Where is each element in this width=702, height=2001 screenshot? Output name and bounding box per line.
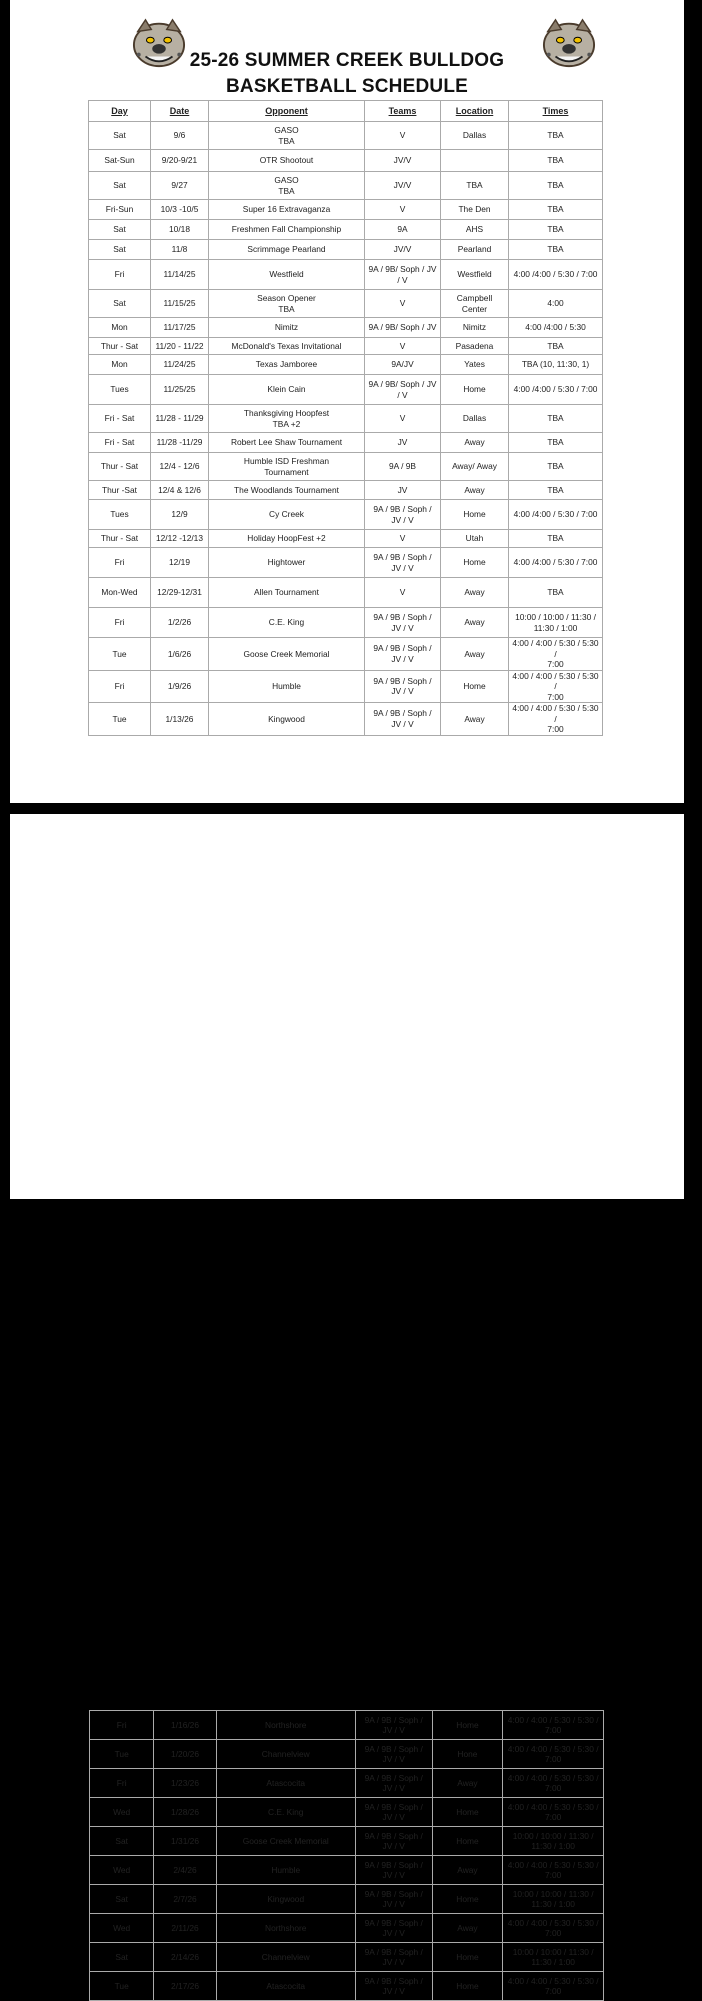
times-cell: 4:00 /4:00 / 5:30 / 7:00: [509, 375, 603, 405]
teams-cell: JV/V: [365, 240, 441, 260]
schedule-row: [89, 608, 603, 638]
teams-cell: 9A / 9B / Soph / JV / V: [355, 1798, 432, 1827]
header-location: Location: [441, 101, 509, 122]
day-cell: Wed: [90, 1856, 154, 1885]
location-cell: Yates: [441, 355, 509, 375]
date-cell: 2/11/26: [154, 1914, 216, 1943]
schedule-row: [89, 200, 603, 220]
teams-cell: V: [365, 290, 441, 318]
times-cell: 4:00 / 4:00 / 5:30 / 5:30 / 7:00: [503, 1740, 604, 1769]
opponent-cell: Freshmen Fall Championship: [209, 220, 365, 240]
day-cell: Thur - Sat: [89, 530, 151, 548]
times-cell: 4:00 /4:00 / 5:30 / 7:00: [509, 260, 603, 290]
location-cell: Home: [432, 1798, 503, 1827]
opponent-cell: Kingwood: [216, 1885, 355, 1914]
location-cell: Home: [432, 1885, 503, 1914]
teams-cell: V: [365, 530, 441, 548]
schedule-row: [89, 290, 603, 318]
location-cell: Away: [432, 1856, 503, 1885]
times-cell: 4:00 /4:00 / 5:30: [509, 318, 603, 338]
header-day: Day: [89, 101, 151, 122]
day-cell: Sat-Sun: [89, 150, 151, 172]
schedule-row: [89, 318, 603, 338]
page-subtitle: BASKETBALL SCHEDULE: [225, 76, 468, 97]
opponent-cell: Klein Cain: [209, 375, 365, 405]
opponent-cell: Atascocita: [216, 1769, 355, 1798]
schedule-row: [90, 1740, 604, 1769]
schedule-row: [90, 1856, 604, 1885]
times-cell: 4:00 / 4:00 / 5:30 / 5:30 / 7:00: [503, 1972, 604, 2001]
header-row: [89, 101, 603, 122]
location-cell: Away: [441, 638, 509, 671]
day-cell: Fri-Sun: [89, 200, 151, 220]
schedule-row: [90, 1972, 604, 2001]
opponent-cell: Humble: [209, 670, 365, 703]
header-times: Times: [509, 101, 603, 122]
day-cell: Wed: [90, 1914, 154, 1943]
location-cell: Home: [441, 548, 509, 578]
opponent-cell: Robert Lee Shaw Tournament: [209, 433, 365, 453]
opponent-cell: Northshore: [216, 1914, 355, 1943]
schedule-row: [89, 670, 603, 703]
date-cell: 12/19: [151, 548, 209, 578]
day-cell: Fri - Sat: [89, 405, 151, 433]
opponent-cell: Super 16 Extravaganza: [209, 200, 365, 220]
times-cell: 10:00 / 10:00 / 11:30 / 11:30 / 1:00: [503, 1943, 604, 1972]
date-cell: 12/4 - 12/6: [151, 453, 209, 481]
location-cell: Home: [441, 375, 509, 405]
location-cell: Nimitz: [441, 318, 509, 338]
times-cell: TBA: [509, 150, 603, 172]
times-cell: TBA: [509, 578, 603, 608]
teams-cell: JV/V: [365, 150, 441, 172]
date-cell: 2/4/26: [154, 1856, 216, 1885]
day-cell: Sat: [90, 1885, 154, 1914]
page-title: 25-26 SUMMER CREEK BULLDOG: [189, 50, 505, 71]
day-cell: Fri: [90, 1711, 154, 1740]
times-cell: 4:00 / 4:00 / 5:30 / 5:30 / 7:00: [509, 670, 603, 703]
location-cell: The Den: [441, 200, 509, 220]
date-cell: 11/24/25: [151, 355, 209, 375]
date-cell: 11/8: [151, 240, 209, 260]
opponent-cell: Humble: [216, 1856, 355, 1885]
date-cell: 1/28/26: [154, 1798, 216, 1827]
teams-cell: 9A: [365, 220, 441, 240]
teams-cell: 9A / 9B / Soph / JV / V: [355, 1827, 432, 1856]
date-cell: 9/27: [151, 172, 209, 200]
day-cell: Sat: [90, 1827, 154, 1856]
day-cell: Mon-Wed: [89, 578, 151, 608]
teams-cell: 9A / 9B / Soph / JV / V: [355, 1769, 432, 1798]
times-cell: TBA: [509, 405, 603, 433]
opponent-cell: Kingwood: [209, 703, 365, 736]
opponent-cell: Westfield: [209, 260, 365, 290]
location-cell: Away: [441, 608, 509, 638]
date-cell: 1/23/26: [154, 1769, 216, 1798]
times-cell: TBA: [509, 220, 603, 240]
schedule-page-1: [10, 0, 684, 803]
date-cell: 1/31/26: [154, 1827, 216, 1856]
location-cell: TBA: [441, 172, 509, 200]
times-cell: TBA: [509, 172, 603, 200]
schedule-row: [90, 1827, 604, 1856]
teams-cell: 9A / 9B / Soph / JV / V: [365, 608, 441, 638]
times-cell: TBA: [509, 122, 603, 150]
teams-cell: V: [365, 578, 441, 608]
schedule-row: [89, 260, 603, 290]
schedule-row: [90, 1943, 604, 1972]
day-cell: Tues: [89, 500, 151, 530]
location-cell: Away: [441, 433, 509, 453]
schedule-row: [89, 453, 603, 481]
schedule-row: [89, 122, 603, 150]
teams-cell: 9A / 9B / Soph / JV / V: [355, 1885, 432, 1914]
teams-cell: 9A / 9B / Soph / JV / V: [355, 1740, 432, 1769]
header-opponent: Opponent: [209, 101, 365, 122]
schedule-row: [89, 240, 603, 260]
opponent-cell: Cy Creek: [209, 500, 365, 530]
date-cell: 1/2/26: [151, 608, 209, 638]
opponent-cell: Texas Jamboree: [209, 355, 365, 375]
opponent-cell: Holiday HoopFest +2: [209, 530, 365, 548]
schedule-table-page-2: [89, 1710, 604, 2001]
location-cell: Home: [432, 1972, 503, 2001]
location-cell: Westfield: [441, 260, 509, 290]
day-cell: Sat: [89, 172, 151, 200]
schedule-row: [90, 1769, 604, 1798]
location-cell: Pasadena: [441, 338, 509, 355]
teams-cell: V: [365, 338, 441, 355]
teams-cell: 9A / 9B / Soph / JV / V: [355, 1914, 432, 1943]
location-cell: [441, 150, 509, 172]
day-cell: Sat: [89, 240, 151, 260]
date-cell: 11/20 - 11/22: [151, 338, 209, 355]
day-cell: Fri: [89, 608, 151, 638]
schedule-row: [89, 172, 603, 200]
date-cell: 9/6: [151, 122, 209, 150]
teams-cell: V: [365, 200, 441, 220]
date-cell: 1/9/26: [151, 670, 209, 703]
times-cell: TBA: [509, 338, 603, 355]
times-cell: 4:00 /4:00 / 5:30 / 7:00: [509, 500, 603, 530]
teams-cell: 9A / 9B / Soph / JV / V: [365, 638, 441, 671]
times-cell: 4:00 / 4:00 / 5:30 / 5:30 / 7:00: [503, 1914, 604, 1943]
day-cell: Sat: [89, 290, 151, 318]
teams-cell: 9A / 9B / Soph / JV / V: [355, 1972, 432, 2001]
schedule-row: [89, 530, 603, 548]
opponent-cell: OTR Shootout: [209, 150, 365, 172]
day-cell: Mon: [89, 355, 151, 375]
location-cell: Home: [432, 1943, 503, 1972]
day-cell: Tue: [89, 638, 151, 671]
location-cell: Away: [441, 481, 509, 500]
schedule-row: [89, 548, 603, 578]
schedule-row: [89, 375, 603, 405]
teams-cell: 9A / 9B / Soph / JV / V: [365, 500, 441, 530]
teams-cell: 9A / 9B/ Soph / JV: [365, 318, 441, 338]
teams-cell: 9A / 9B: [365, 453, 441, 481]
date-cell: 11/15/25: [151, 290, 209, 318]
opponent-cell: Allen Tournament: [209, 578, 365, 608]
location-cell: Home: [441, 670, 509, 703]
day-cell: Thur -Sat: [89, 481, 151, 500]
date-cell: 12/12 -12/13: [151, 530, 209, 548]
times-cell: 4:00 / 4:00 / 5:30 / 5:30 / 7:00: [503, 1769, 604, 1798]
date-cell: 11/28 - 11/29: [151, 405, 209, 433]
date-cell: 9/20-9/21: [151, 150, 209, 172]
location-cell: Campbell Center: [441, 290, 509, 318]
schedule-row: [89, 150, 603, 172]
opponent-cell: Season Opener TBA: [209, 290, 365, 318]
teams-cell: 9A / 9B/ Soph / JV / V: [365, 375, 441, 405]
opponent-cell: Nimitz: [209, 318, 365, 338]
date-cell: 12/4 & 12/6: [151, 481, 209, 500]
day-cell: Sat: [89, 122, 151, 150]
times-cell: 10:00 / 10:00 / 11:30 / 11:30 / 1:00: [503, 1827, 604, 1856]
date-cell: 1/16/26: [154, 1711, 216, 1740]
opponent-cell: Scrimmage Pearland: [209, 240, 365, 260]
times-cell: TBA: [509, 481, 603, 500]
date-cell: 12/9: [151, 500, 209, 530]
location-cell: Dallas: [441, 405, 509, 433]
teams-cell: JV: [365, 433, 441, 453]
teams-cell: 9A / 9B / Soph / JV / V: [365, 670, 441, 703]
opponent-cell: C.E. King: [216, 1798, 355, 1827]
times-cell: 10:00 / 10:00 / 11:30 / 11:30 / 1:00: [503, 1885, 604, 1914]
date-cell: 11/25/25: [151, 375, 209, 405]
day-cell: Sat: [90, 1943, 154, 1972]
location-cell: Away: [441, 578, 509, 608]
day-cell: Fri: [89, 548, 151, 578]
day-cell: Tue: [89, 703, 151, 736]
teams-cell: 9A/JV: [365, 355, 441, 375]
teams-cell: 9A / 9B / Soph / JV / V: [365, 703, 441, 736]
opponent-cell: Thanksgiving Hoopfest TBA +2: [209, 405, 365, 433]
opponent-cell: Atascocita: [216, 1972, 355, 2001]
times-cell: 4:00 / 4:00 / 5:30 / 5:30 / 7:00: [509, 703, 603, 736]
schedule-row: [89, 638, 603, 671]
opponent-cell: McDonald's Texas Invitational: [209, 338, 365, 355]
location-cell: AHS: [441, 220, 509, 240]
times-cell: TBA (10, 11:30, 1): [509, 355, 603, 375]
header-date: Date: [151, 101, 209, 122]
schedule-row: [89, 355, 603, 375]
date-cell: 10/18: [151, 220, 209, 240]
opponent-cell: Goose Creek Memorial: [216, 1827, 355, 1856]
schedule-row: [89, 481, 603, 500]
times-cell: 4:00: [509, 290, 603, 318]
location-cell: Home: [432, 1827, 503, 1856]
location-cell: Hone: [432, 1740, 503, 1769]
schedule-row: [90, 1798, 604, 1827]
date-cell: 10/3 -10/5: [151, 200, 209, 220]
day-cell: Sat: [89, 220, 151, 240]
schedule-row: [89, 433, 603, 453]
teams-cell: 9A / 9B / Soph / JV / V: [355, 1943, 432, 1972]
location-cell: Away: [432, 1914, 503, 1943]
opponent-cell: C.E. King: [209, 608, 365, 638]
header-teams: Teams: [365, 101, 441, 122]
teams-cell: 9A / 9B / Soph / JV / V: [365, 548, 441, 578]
times-cell: TBA: [509, 453, 603, 481]
date-cell: 1/13/26: [151, 703, 209, 736]
day-cell: Fri: [89, 260, 151, 290]
date-cell: 11/17/25: [151, 318, 209, 338]
teams-cell: V: [365, 405, 441, 433]
location-cell: Away: [432, 1769, 503, 1798]
times-cell: 4:00 / 4:00 / 5:30 / 5:30 / 7:00: [503, 1798, 604, 1827]
opponent-cell: Hightower: [209, 548, 365, 578]
day-cell: Wed: [90, 1798, 154, 1827]
teams-cell: JV: [365, 481, 441, 500]
times-cell: TBA: [509, 433, 603, 453]
schedule-row: [90, 1914, 604, 1943]
date-cell: 2/17/26: [154, 1972, 216, 2001]
times-cell: 4:00 / 4:00 / 5:30 / 5:30 / 7:00: [503, 1856, 604, 1885]
date-cell: 11/14/25: [151, 260, 209, 290]
times-cell: TBA: [509, 530, 603, 548]
date-cell: 1/20/26: [154, 1740, 216, 1769]
schedule-row: [89, 220, 603, 240]
date-cell: 11/28 -11/29: [151, 433, 209, 453]
date-cell: 12/29-12/31: [151, 578, 209, 608]
day-cell: Fri: [90, 1769, 154, 1798]
day-cell: Tues: [89, 375, 151, 405]
opponent-cell: Channelview: [216, 1943, 355, 1972]
times-cell: 4:00 / 4:00 / 5:30 / 5:30 / 7:00: [509, 638, 603, 671]
times-cell: 4:00 / 4:00 / 5:30 / 5:30 / 7:00: [503, 1711, 604, 1740]
location-cell: Pearland: [441, 240, 509, 260]
opponent-cell: Channelview: [216, 1740, 355, 1769]
location-cell: Utah: [441, 530, 509, 548]
schedule-row: [90, 1885, 604, 1914]
location-cell: Home: [432, 1711, 503, 1740]
location-cell: Away/ Away: [441, 453, 509, 481]
teams-cell: 9A / 9B/ Soph / JV / V: [365, 260, 441, 290]
opponent-cell: Goose Creek Memorial: [209, 638, 365, 671]
times-cell: TBA: [509, 200, 603, 220]
opponent-cell: The Woodlands Tournament: [209, 481, 365, 500]
teams-cell: 9A / 9B / Soph / JV / V: [355, 1856, 432, 1885]
schedule-page-2: [10, 814, 684, 1996]
schedule-row: [89, 500, 603, 530]
schedule-row: [89, 578, 603, 608]
opponent-cell: GASO TBA: [209, 122, 365, 150]
day-cell: Fri: [89, 670, 151, 703]
opponent-cell: Northshore: [216, 1711, 355, 1740]
date-cell: 1/6/26: [151, 638, 209, 671]
date-cell: 2/7/26: [154, 1885, 216, 1914]
times-cell: 10:00 / 10:00 / 11:30 / 11:30 / 1:00: [509, 608, 603, 638]
times-cell: TBA: [509, 240, 603, 260]
schedule-table-page-1: [88, 100, 603, 736]
teams-cell: JV/V: [365, 172, 441, 200]
teams-cell: V: [365, 122, 441, 150]
day-cell: Tue: [90, 1972, 154, 2001]
day-cell: Mon: [89, 318, 151, 338]
location-cell: Dallas: [441, 122, 509, 150]
day-cell: Thur - Sat: [89, 338, 151, 355]
teams-cell: 9A / 9B / Soph / JV / V: [355, 1711, 432, 1740]
location-cell: Away: [441, 703, 509, 736]
opponent-cell: GASO TBA: [209, 172, 365, 200]
day-cell: Fri - Sat: [89, 433, 151, 453]
location-cell: Home: [441, 500, 509, 530]
day-cell: Thur - Sat: [89, 453, 151, 481]
day-cell: Tue: [90, 1740, 154, 1769]
opponent-cell: Humble ISD Freshman Tournament: [209, 453, 365, 481]
date-cell: 2/14/26: [154, 1943, 216, 1972]
schedule-row: [89, 405, 603, 433]
times-cell: 4:00 /4:00 / 5:30 / 7:00: [509, 548, 603, 578]
schedule-row: [89, 703, 603, 736]
schedule-row: [90, 1711, 604, 1740]
schedule-row: [89, 338, 603, 355]
